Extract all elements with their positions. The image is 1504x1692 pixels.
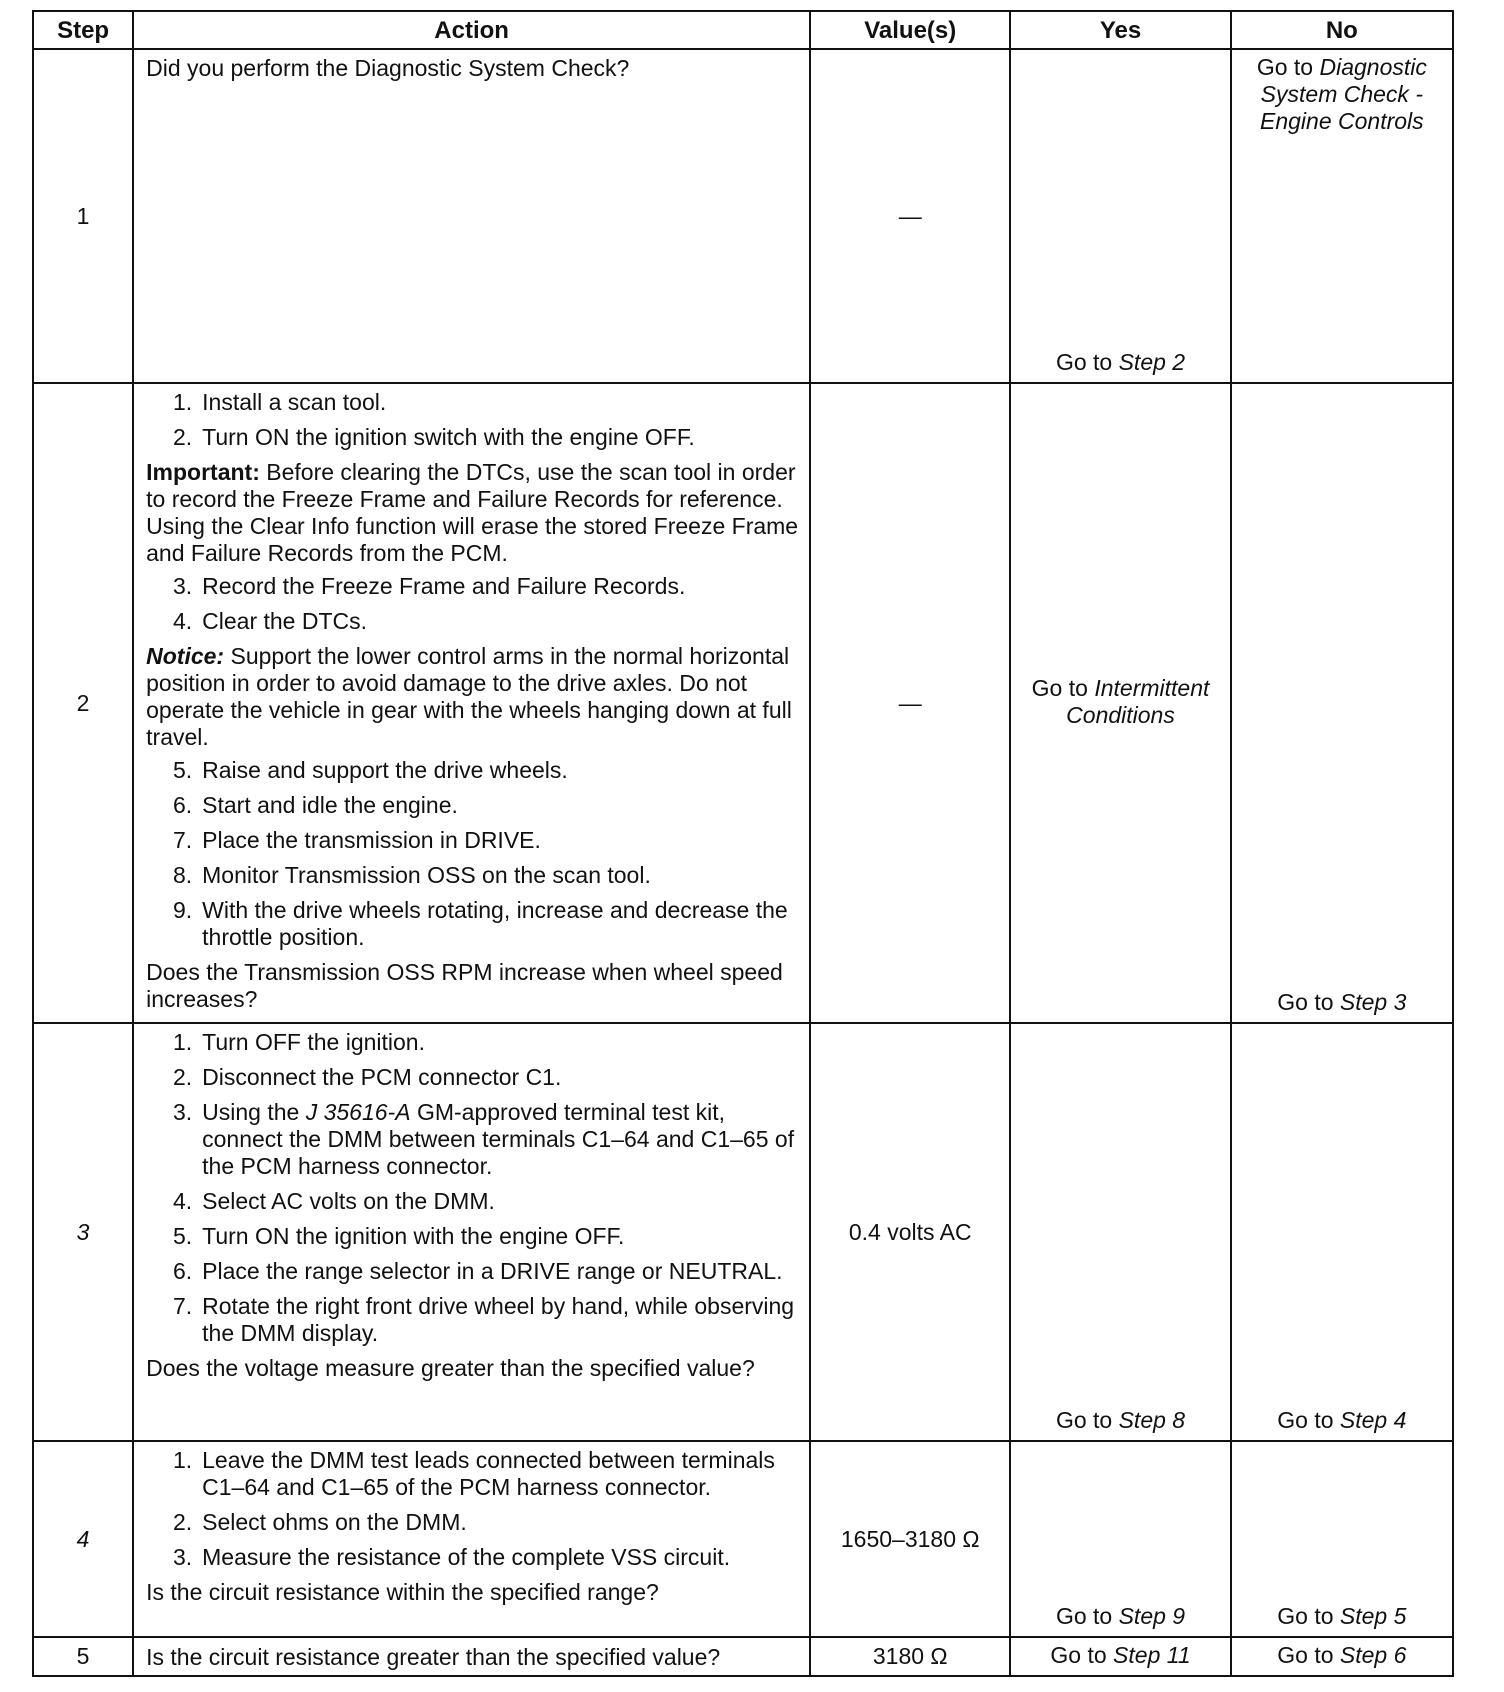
yes-prefix: Go to [1055, 1407, 1113, 1433]
list-item: 5. Turn ON the ignition with the engine OFF. [172, 1223, 625, 1249]
step-value: 1650–3180 Ω [810, 1441, 1010, 1637]
no-prefix: Go to [1277, 1642, 1334, 1668]
yes-link[interactable]: Step 11 [1113, 1642, 1191, 1668]
step-question: Did you perform the Diagnostic System Check? [146, 55, 630, 81]
yes-cell [1010, 383, 1230, 1023]
list-item: 3. Measure the resistance of the complete VSS circuit. [172, 1544, 731, 1570]
header-no: No [1231, 11, 1453, 49]
header-yes: Yes [1010, 11, 1230, 49]
list-item: 9. With the drive wheels rotating, increase and decrease the throttle position. [172, 897, 788, 950]
yes-prefix: Go to [1031, 675, 1088, 701]
step-4-row [33, 1441, 1453, 1637]
step-number: 3 [33, 1023, 133, 1441]
no-link[interactable]: Step 3 [1339, 989, 1407, 1015]
yes-link[interactable]: Intermittent Conditions [1066, 675, 1210, 728]
step-1-row [33, 49, 1453, 383]
step-action [133, 49, 810, 383]
diagnostic-table [32, 10, 1454, 1677]
list-item: 7. Place the transmission in DRIVE. [172, 827, 541, 853]
list-item: 4. Clear the DTCs. [172, 608, 368, 634]
important-note: Important: Before clearing the DTCs, use the scan tool in order to record the Freeze Frame and Failure Records for reference. Using the Clear Info function will erase the stored Freeze Frame and Failure Records from the PCM. [146, 459, 799, 566]
list-item: 3. Record the Freeze Frame and Failure Records. [172, 573, 686, 599]
no-prefix: Go to [1256, 54, 1314, 80]
list-item: 8. Monitor Transmission OSS on the scan tool. [172, 862, 651, 888]
yes-prefix: Go to [1055, 1603, 1113, 1629]
yes-cell [1010, 1023, 1230, 1441]
yes-prefix: Go to [1055, 349, 1113, 375]
yes-cell [1010, 1441, 1230, 1637]
list-item: 1. Install a scan tool. [172, 389, 387, 415]
no-link[interactable]: Diagnostic System Check - Engine Controls [1260, 54, 1427, 134]
step-2-row [33, 383, 1453, 1023]
step-3-row [33, 1023, 1453, 1441]
no-cell [1231, 1441, 1453, 1637]
yes-prefix: Go to [1050, 1642, 1107, 1668]
header-step: Step [33, 11, 133, 49]
header-row [33, 11, 1453, 49]
step-action [133, 1441, 810, 1637]
step-action [133, 1637, 810, 1676]
yes-link[interactable]: Step 9 [1118, 1603, 1186, 1629]
header-action: Action [133, 11, 810, 49]
step-value: 0.4 volts AC [810, 1023, 1010, 1441]
step-question: Does the Transmission OSS RPM increase when wheel speed increases? [146, 959, 783, 1012]
no-prefix: Go to [1277, 989, 1334, 1015]
step-value: 3180 Ω [810, 1637, 1010, 1676]
no-prefix: Go to [1277, 1407, 1334, 1433]
step-action [133, 383, 810, 1023]
step-number: 2 [33, 383, 133, 1023]
step-value: — [810, 383, 1010, 1023]
list-item: 3. Using the J 35616-A GM-approved terminal test kit, connect the DMM between terminals C1–64 and C1–65 of the PCM harness connector. [172, 1099, 795, 1179]
no-link[interactable]: Step 5 [1339, 1603, 1407, 1629]
step-5-row [33, 1637, 1453, 1676]
yes-cell [1010, 1637, 1230, 1676]
step-number: 4 [33, 1441, 133, 1637]
list-item: 6. Start and idle the engine. [172, 792, 458, 818]
list-item: 1. Turn OFF the ignition. [172, 1029, 425, 1055]
no-cell [1231, 49, 1453, 383]
list-item: 2. Select ohms on the DMM. [172, 1509, 467, 1535]
list-item: 5. Raise and support the drive wheels. [172, 757, 568, 783]
no-link[interactable]: Step 6 [1339, 1642, 1407, 1668]
step-question: Is the circuit resistance within the specified range? [146, 1579, 659, 1605]
list-item: 2. Disconnect the PCM connector C1. [172, 1064, 562, 1090]
step-question: Is the circuit resistance greater than the specified value? [146, 1644, 721, 1670]
step-value: — [810, 49, 1010, 383]
list-item: 2. Turn ON the ignition switch with the engine OFF. [172, 424, 695, 450]
notice-note: Notice: Support the lower control arms in the normal horizontal position in order to avoid damage to the drive axles. Do not operate the vehicle in gear with the wheels hanging down at full travel. [146, 643, 792, 750]
list-item: 7. Rotate the right front drive wheel by hand, while observing the DMM display. [172, 1293, 795, 1346]
list-item: 4. Select AC volts on the DMM. [172, 1188, 495, 1214]
tool-reference: J 35616-A [305, 1099, 411, 1125]
no-link[interactable]: Step 4 [1339, 1407, 1407, 1433]
header-values: Value(s) [810, 11, 1010, 49]
no-prefix: Go to [1277, 1603, 1334, 1629]
no-cell [1231, 383, 1453, 1023]
yes-link[interactable]: Step 2 [1118, 349, 1186, 375]
step-number: 5 [33, 1637, 133, 1676]
step-action [133, 1023, 810, 1441]
list-item: 6. Place the range selector in a DRIVE range or NEUTRAL. [172, 1258, 783, 1284]
step-number: 1 [33, 49, 133, 383]
no-cell [1231, 1023, 1453, 1441]
no-cell [1231, 1637, 1453, 1676]
yes-cell [1010, 49, 1230, 383]
list-item: 1. Leave the DMM test leads connected between terminals C1–64 and C1–65 of the PCM harness connector. [172, 1447, 775, 1500]
yes-link[interactable]: Step 8 [1118, 1407, 1186, 1433]
step-question: Does the voltage measure greater than the specified value? [146, 1355, 755, 1381]
